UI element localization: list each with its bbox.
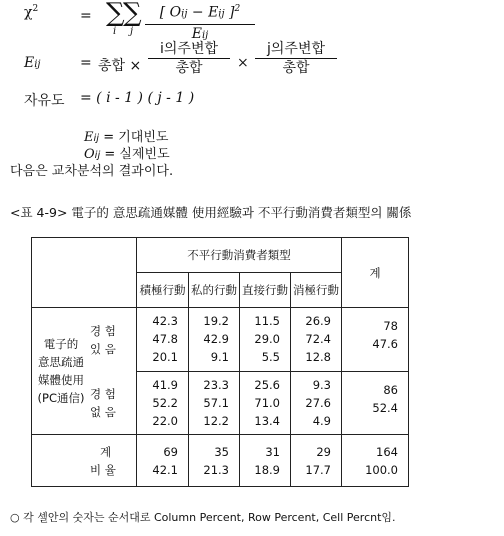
col-header: 消極行動	[291, 273, 342, 308]
data-cell: 26.9 72.4 12.8	[291, 308, 342, 372]
row-total-cell: 78 47.6	[342, 308, 409, 372]
row-group-cell	[32, 308, 137, 435]
empty-corner	[32, 238, 137, 308]
cross-tab-table	[31, 237, 409, 487]
col-marginal-fraction: j의주변합 총합	[255, 40, 337, 77]
table-title: <표 4-9> 電子的 意思疏通媒體 使用經驗과 不平行動消費者類型의 關係	[10, 205, 412, 220]
expected-symbol: Eij	[24, 55, 41, 71]
data-cell: 23.3 57.1 12.2	[189, 371, 240, 435]
col-header: 積極行動	[137, 273, 189, 308]
intro-text: 다음은 교차분석의 결과이다.	[10, 164, 174, 179]
footer-cell: 29 17.7	[291, 435, 342, 487]
equals-sign-2: =	[80, 55, 92, 71]
group-header: 不平行動消費者類型	[137, 238, 342, 273]
sigma-i: ∑ i	[106, 0, 125, 37]
row-label-experienced: 경 험 있 음	[90, 323, 116, 356]
row-label-not-experienced: 경 험 없 음	[90, 386, 116, 419]
equals-sign: =	[80, 8, 92, 24]
data-cell: 41.9 52.2 22.0	[137, 371, 189, 435]
dof-label: 자유도	[24, 93, 65, 109]
total-times: 총합 ×	[98, 58, 142, 74]
row-group-label: 電子的 意思疏通 媒體使用 (PC通信)	[37, 337, 85, 405]
footnote: ○ 각 셀안의 숫자는 순서대로 Column Percent, Row Percent, Cell Percnt임.	[10, 511, 396, 524]
data-cell: 19.2 42.9 9.1	[189, 308, 240, 372]
footer-cell: 31 18.9	[240, 435, 291, 487]
footer-total-cell: 164 100.0	[342, 435, 409, 487]
row-total-cell: 86 52.4	[342, 371, 409, 435]
footer-cell: 35 21.3	[189, 435, 240, 487]
data-cell: 11.5 29.0 5.5	[240, 308, 291, 372]
data-cell: 42.3 47.8 20.1	[137, 308, 189, 372]
data-cell: 25.6 71.0 13.4	[240, 371, 291, 435]
chi-square-symbol: $\chi^2$	[24, 4, 39, 21]
col-header: 私的行動	[189, 273, 240, 308]
footer-cell: 69 42.1	[137, 435, 189, 487]
col-header: 直接行動	[240, 273, 291, 308]
footer-label: 계 비 율	[32, 435, 137, 487]
row-marginal-fraction: i의주변합 총합	[148, 40, 230, 77]
def-observed: Oij = 실제빈도	[84, 147, 170, 162]
chi-square-fraction: [ Oij − Eij ]$^2$ Eij	[145, 0, 255, 45]
sigma-j: ∑ j	[123, 0, 142, 37]
def-expected: Eij = 기대빈도	[84, 130, 169, 145]
times-sign: ×	[237, 55, 249, 71]
dof-expression: = ( i - 1 ) ( j - 1 )	[80, 90, 195, 106]
total-header: 계	[342, 238, 409, 308]
data-cell: 9.3 27.6 4.9	[291, 371, 342, 435]
